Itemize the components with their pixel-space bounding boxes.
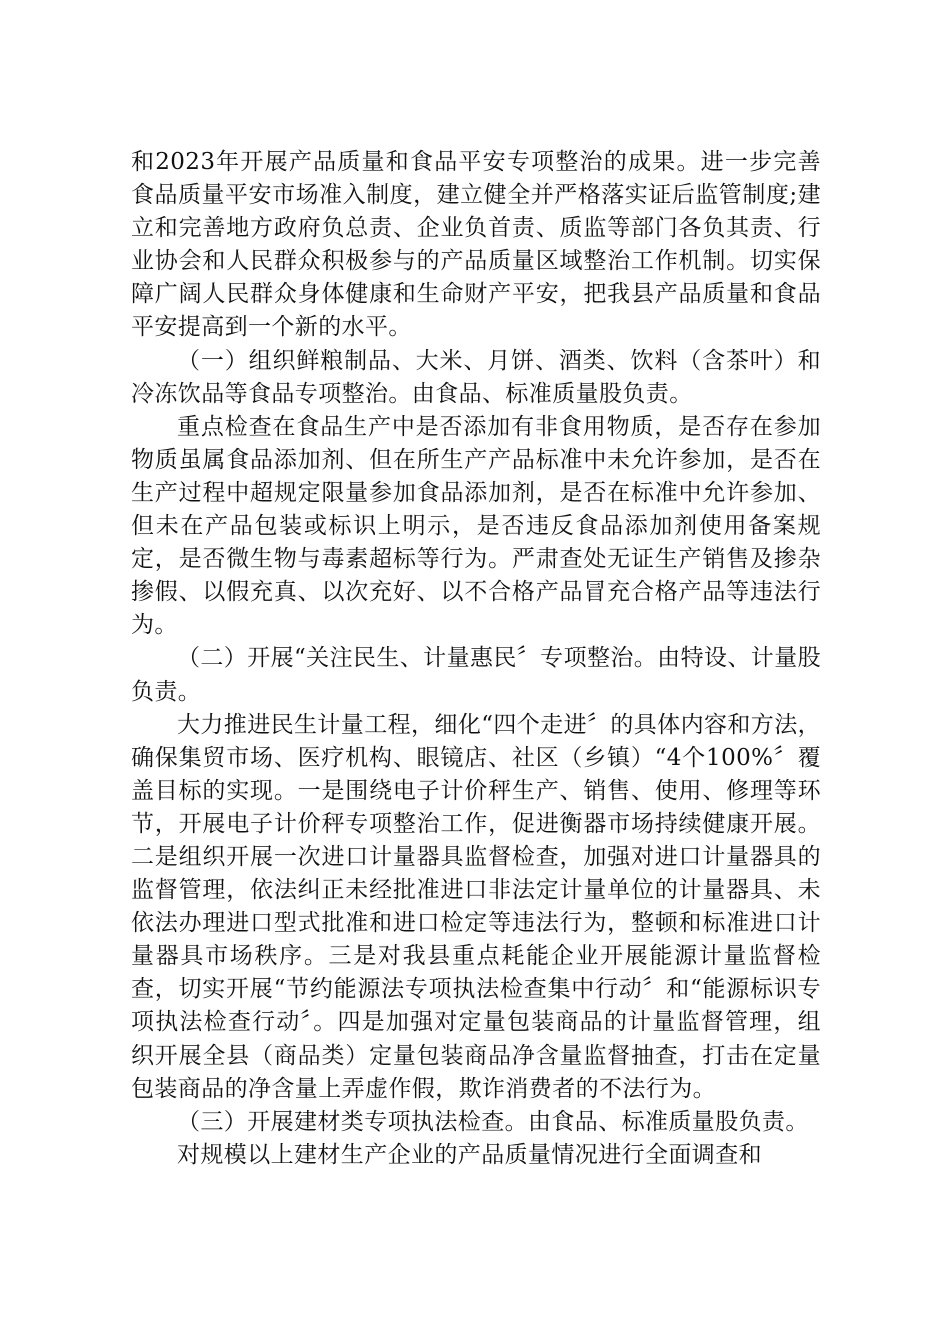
section-body-3: 对规模以上建材生产企业的产品质量情况进行全面调查和 bbox=[177, 1141, 762, 1168]
section-heading-3: （三）开展建材类专项执法检查。由食品、标准质量股负责。 bbox=[177, 1108, 809, 1135]
section-heading-2: （二）开展“关注民生、计量惠民〞专项整治。由特设、计量股负责。 bbox=[131, 645, 821, 705]
intro-paragraph: 和2023年开展产品质量和食品平安专项整治的成果。进一步完善食品质量平安市场准入制度，建立健全并严格落实证后监管制度;建立和完善地方政府负总责、企业负首责、质监等部门各负其责、行业协会和人民群众积极参与的产品质量区域整治工作机制。切实保障广阔人民群众身体健康和生命财产平安，把我县产品质量和食品平安提高到一个新的水平。 bbox=[131, 149, 821, 341]
document-body bbox=[131, 146, 821, 1172]
section-body-1: 重点检查在食品生产中是否添加有非食用物质，是否存在参加物质虽属食品添加剂、但在所生产产品标准中未允许参加，是否在生产过程中超规定限量参加食品添加剂，是否在标准中允许参加、但未在产品包装或标识上明示，是否违反食品添加剂使用备案规定，是否微生物与毒素超标等行为。严肃查处无证生产销售及掺杂掺假、以假充真、以次充好、以不合格产品冒充合格产品等违法行为。 bbox=[131, 413, 821, 639]
section-body-2: 大力推进民生计量工程，细化“四个走进〞的具体内容和方法，确保集贸市场、医疗机构、眼镜店、社区（乡镇）“4个100%〞覆盖目标的实现。一是围绕电子计价秤生产、销售、使用、修理等环节，开展电子计价秤专项整治工作，促进衡器市场持续健康开展。二是组织开展一次进口计量器具监督检查，加强对进口计量器具的监督管理，依法纠正未经批准进口非法定计量单位的计量器具、未依法办理进口型式批准和进口检定等违法行为，整顿和标准进口计量器具市场秩序。三是对我县重点耗能企业开展能源计量监督检查，切实开展“节约能源法专项执法检查集中行动〞和“能源标识专项执法检查行动〞。四是加强对定量包装商品的计量监督管理，组织开展全县（商品类）定量包装商品净含量监督抽查，打击在定量包装商品的净含量上弄虚作假，欺诈消费者的不法行为。 bbox=[131, 711, 821, 1102]
section-heading-1: （一）组织鲜粮制品、大米、月饼、酒类、饮料（含茶叶）和冷冻饮品等食品专项整治。由食品、标准质量股负责。 bbox=[131, 347, 821, 407]
